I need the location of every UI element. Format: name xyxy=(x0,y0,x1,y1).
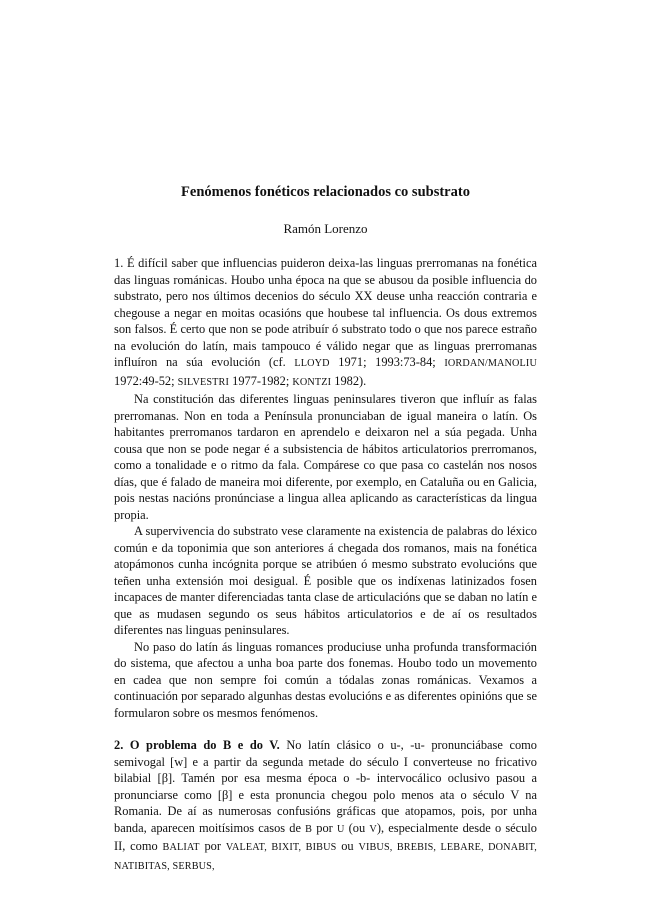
ref-author-kontzi: KONTZI xyxy=(292,376,332,388)
section-2-paragraph-1 xyxy=(114,737,537,875)
small-caps-baliat: BALIAT xyxy=(162,842,200,853)
section-2-ou-open: (ou xyxy=(344,820,370,835)
small-caps-u: U xyxy=(336,823,345,835)
ref-lloyd-years: 1971; 1993:73-84; xyxy=(329,355,445,369)
small-caps-word-list-1: VALEAT, BIXIT, BIBUS xyxy=(225,842,337,853)
small-caps-b: B xyxy=(305,823,313,835)
section-1-text: É difícil saber que influencias puideron deixa-las linguas prerromanas na fonética das linguas románicas. Houbo unha época na que se abusou da posible influencia do substrato, pero nos últimos decenios do século XX deuse unha reacción contraria e chegouse a negar en moitas ocasións que houbese tal influencia. Os dous extremos son falsos. É certo que non se pode atribuír ó substrato todo o que nos parece estraño na evolución do latín, mais tampouco é válido negar que as linguas prerromanas influíron na súa evolución (cf. xyxy=(114,256,538,369)
section-2-por: por xyxy=(312,820,337,835)
section-2-text-c: por xyxy=(199,839,221,853)
author-name: Ramón Lorenzo xyxy=(283,221,368,236)
paper-body xyxy=(114,255,537,875)
ref-author-iordan-manoliu: IORDAN/MANOLIU xyxy=(444,358,537,369)
small-caps-word-list-2: VIBUS, BREBIS, LEBARE, DONABIT, NATIBITAS, SERBUS, xyxy=(114,842,537,872)
ref-kontzi-years: 1982). xyxy=(331,373,367,388)
section-2-heading: O problema do B e do V. xyxy=(129,738,280,752)
section-1-paragraph-2: Na constitución das diferentes linguas peninsulares tiveron que influír as falas prerromanas. Non en toda a Península pronunciaban de igual maneira o latín. Os habitantes prerromanos tardaron en aprendelo e deixaron nel a súa pegada. Unha cousa que non se pode negar é a subsistencia de hábitos articulatorios prerromanos, como a tonalidade e o ritmo da fala. Compárese co que pasa co castelán nos nosos días, que é falado de maneira moi diferente, por exemplo, en Cataluña ou en Galicia, pois nestas nacións pronúnciase a lingua allea aplicando as características da lingua propia. xyxy=(114,392,537,522)
section-1-paragraph-3: A supervivencia do substrato vese claramente na existencia de palabras do léxico común e da toponimia que son anteriores á chegada dos romanos, mais na fonética atopámonos cunha incógnita porque se atribúen ó mesmo substrato evolucións que teñen unha extensión moi desigual. É posible que os indíxenas latinizados fosen incapaces de manter diferenciadas tanta clase de articulacións que se daban no latín e que as mudasen segundo os seus hábitos articulatorios e de aí os resultados diferentes nas linguas peninsulares. xyxy=(114,524,537,637)
ref-author-lloyd: LLOYD xyxy=(294,358,330,369)
section-1-paragraph-4: No paso do latín ás linguas romances produciuse unha profunda transformación do sistema, que afectou a unha boa parte dos fonemas. Houbo todo un movemento en cadea que non sempre foi común a tódalas zonas románicas. Vexamos a continuación por separado algunhas destas evolucións e as diferentes opinións que se formularon sobre os mesmos fenómenos. xyxy=(114,639,537,720)
paper-title: Fenómenos fonéticos relacionados co substrato xyxy=(181,184,470,200)
ref-author-silvestri: SILVESTRI xyxy=(177,376,230,388)
section-1-paragraph-1 xyxy=(114,255,537,391)
ref-silvestri-years: 1977-1982; xyxy=(229,373,293,388)
section-1-number: 1. xyxy=(114,256,124,270)
ref-iordan-years: 1972:49-52; xyxy=(114,373,178,388)
section-2-text-a: No latín clásico o u-, -u- pronunciábase como semivogal [w] e a partir da segunda metade do século I converteuse no fricativo bilabial [β]. Tamén por esa mesma época o -b- intervocálico oclusivo pasou a pronunciarse como [β] e esta pronuncia chegou polo menos ata o século V na Romania. De aí as numerosas confusións gráficas que atopamos, pois, por unha banda, aparecen moitísimos casos de xyxy=(114,738,537,835)
section-2-text-b: ), especialmente desde o século II, como xyxy=(114,820,537,853)
section-2-number: 2. xyxy=(114,738,124,752)
small-caps-v: V xyxy=(369,823,377,835)
section-2-ou: ou xyxy=(336,839,359,853)
